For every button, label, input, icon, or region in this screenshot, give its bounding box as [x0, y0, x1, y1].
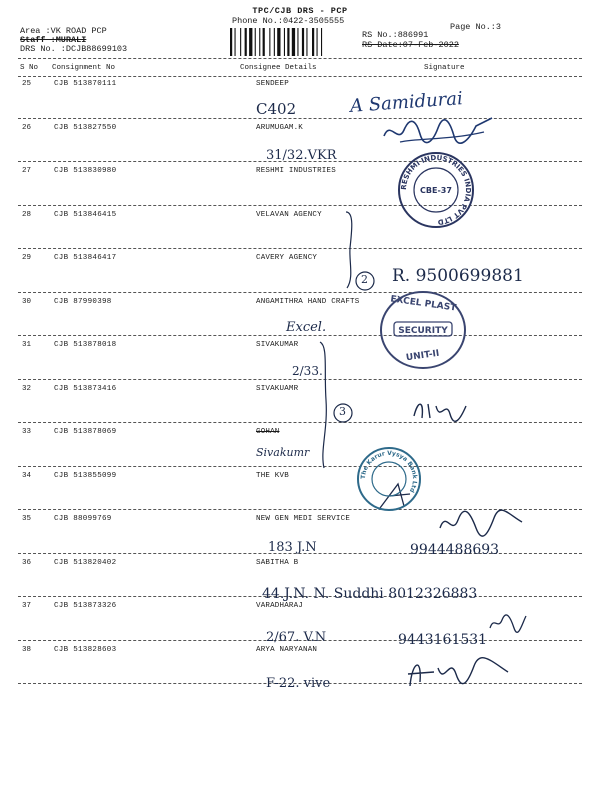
barcode-bar: [292, 28, 295, 56]
barcode-bar: [235, 28, 236, 56]
stamp-text: UNIT-II: [405, 348, 440, 364]
barcode-bar: [230, 28, 232, 56]
phone-number: Phone No.:0422-3505555: [232, 16, 345, 26]
row-divider: [18, 248, 582, 249]
barcode-bar: [277, 28, 280, 56]
row-consignment-number: CJB 513873416: [54, 384, 117, 393]
row-consignee-name: SENDEEP: [256, 80, 289, 88]
row-serial-number: 34: [22, 471, 32, 480]
handwritten-address: F-22. vive: [266, 676, 331, 691]
stamp-text: EXCEL PLAST: [389, 294, 457, 314]
stamp-text: The Karur Vysya Bank Ltd: [359, 449, 419, 494]
row-consignment-number: CJB 513878018: [54, 341, 117, 349]
barcode-bar: [274, 28, 275, 56]
row-consignment-number: CJB 513855099: [54, 471, 117, 480]
row-consignee-name: CAVERY AGENCY: [256, 254, 318, 262]
col-consignee: Consignee Details: [240, 64, 317, 72]
row-consignee-name: SIVAKUMAR: [256, 341, 299, 349]
barcode-bar: [312, 28, 314, 56]
barcode-bar: [317, 28, 318, 56]
row-serial-number: 37: [22, 602, 32, 610]
barcode-bar: [263, 28, 265, 56]
row-consignee-name: GOHAN: [256, 428, 280, 436]
row-serial-number: 36: [22, 558, 32, 567]
signature-scribble: [410, 396, 470, 424]
reshmi-company-stamp: [396, 150, 476, 230]
barcode-bar: [269, 28, 270, 56]
row-consignment-number: CJB 513878069: [54, 428, 117, 436]
row-consignment-number: CJB 513873326: [54, 602, 117, 610]
row-consignee-name: SABITHA B: [256, 558, 299, 567]
barcode: [230, 28, 358, 56]
handwritten-note: Excel.: [286, 320, 327, 335]
row-serial-number: 25: [22, 80, 32, 88]
signature: A Samidurai: [349, 88, 464, 117]
stamp-text: RESHMI INDUSTRIES INDIA PVT LTD: [399, 153, 473, 227]
row-divider: [18, 205, 582, 206]
drs-number: DRS No. :DCJB88699103: [20, 44, 128, 54]
row-divider: [18, 335, 582, 336]
row-serial-number: 29: [22, 254, 32, 262]
barcode-bar: [306, 28, 307, 56]
row-serial-number: 31: [22, 341, 32, 349]
barcode-bar: [245, 28, 247, 56]
row-serial-number: 32: [22, 384, 32, 393]
handwritten-address-phone: 44.J.N. N. Suddhi 8012326883: [262, 586, 478, 602]
row-consignee-name: NEW GEN MEDI SERVICE: [256, 515, 351, 523]
row-serial-number: 33: [22, 428, 32, 436]
row-consignee-name: THE KVB: [256, 471, 289, 480]
row-consignment-number: CJB 513830980: [54, 167, 117, 175]
barcode-bar: [249, 28, 252, 56]
row-consignee-name: SIVAKUAMR: [256, 384, 299, 393]
row-consignee-name: VARADHARAJ: [256, 602, 304, 610]
row-divider: [18, 292, 582, 293]
row-consignment-number: CJB 87990398: [54, 297, 112, 306]
row-consignment-number: CJB 513827550: [54, 123, 117, 132]
row-serial-number: 27: [22, 167, 32, 175]
row-consignee-name: ARUMUGAM.K: [256, 123, 304, 132]
row-divider: [18, 422, 582, 423]
signature-scribble: [436, 508, 526, 538]
col-sno: S No: [20, 64, 39, 72]
barcode-bar: [240, 28, 241, 56]
row-consignment-number: CJB 513846415: [54, 210, 117, 219]
signature-with-phone: R. 9500699881: [392, 266, 524, 286]
area-label: Area :VK ROAD PCP: [20, 26, 107, 36]
handwritten-address: 2/67. V.N: [266, 630, 327, 645]
handwritten-address: 31/32.VKR: [266, 148, 337, 163]
row-consignee-name: ANGAMITHRA HAND CRAFTS: [256, 297, 360, 306]
staff-label: Staff :MURALI: [20, 35, 87, 45]
row-consignment-number: CJB 513870111: [54, 80, 117, 88]
stamp-text: SECURITY: [398, 326, 448, 336]
barcode-bar: [287, 28, 289, 56]
col-signature: Signature: [424, 64, 465, 72]
stamp-center-text: CBE-37: [420, 186, 452, 195]
row-consignment-number: CJB 513828603: [54, 645, 117, 654]
row-serial-number: 38: [22, 645, 32, 654]
row-serial-number: 35: [22, 515, 32, 523]
col-consignment: Consignment No: [52, 64, 116, 72]
signature-scribble: [488, 612, 528, 634]
kvb-bank-stamp: [356, 446, 422, 512]
barcode-bar: [302, 28, 304, 56]
barcode-bar: [297, 28, 298, 56]
handwritten-phone: 9443161531: [398, 632, 488, 648]
row-serial-number: 28: [22, 210, 32, 219]
row-serial-number: 26: [22, 123, 32, 132]
handwritten-phone: 9944488693: [410, 542, 500, 558]
row-serial-number: 30: [22, 297, 32, 306]
rs-number: RS No.:886991: [362, 30, 429, 40]
divider: [18, 76, 582, 77]
row-consignee-name: RESHMI INDUSTRIES: [256, 167, 336, 175]
handwritten-address: 183 J.N: [268, 540, 317, 555]
row-divider: [18, 379, 582, 380]
row-consignee-name: VELAVAN AGENCY: [256, 210, 322, 219]
excel-plast-stamp: [378, 288, 468, 372]
page-number: Page No.:3: [450, 22, 502, 32]
signature-scribble: [404, 652, 514, 692]
barcode-bar: [255, 28, 256, 56]
row-divider: [18, 466, 582, 467]
signature-scribble: [380, 114, 500, 150]
row-consignment-number: CJB 513846417: [54, 254, 117, 262]
row-consignment-number: CJB 513820402: [54, 558, 117, 567]
handwritten-address: C402: [256, 100, 297, 118]
row-consignee-name: ARYA NARYANAN: [256, 645, 318, 654]
row-consignment-number: CJB 88099769: [54, 515, 112, 523]
handwritten-note: Sivakumr: [256, 446, 310, 459]
barcode-bar: [259, 28, 260, 56]
circled-number-label: 2: [361, 273, 368, 286]
rs-date: RS Date:07-Feb-2022: [362, 40, 459, 50]
barcode-bar: [284, 28, 285, 56]
divider: [18, 58, 582, 59]
page-title: TPC/CJB DRS - PCP: [252, 6, 348, 16]
barcode-bar: [321, 28, 322, 56]
circled-number-label: 3: [339, 405, 346, 418]
handwritten-address: 2/33.: [292, 364, 323, 378]
